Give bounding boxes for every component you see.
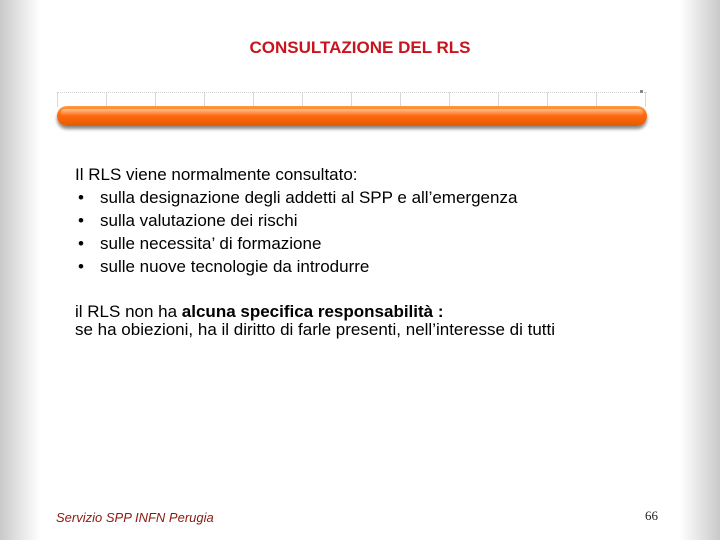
- ruler-ticks: [57, 92, 647, 107]
- bullet-item: • sulle necessita’ di formazione: [75, 232, 675, 255]
- slide-title: CONSULTAZIONE DEL RLS: [249, 38, 471, 57]
- responsibility-line-1: [75, 303, 675, 321]
- responsibility-line-2: se ha obiezioni, ha il diritto di farle presenti, nell’interesse di tutti: [75, 320, 556, 339]
- ruler-mark: [640, 90, 643, 93]
- bullet-item: • sulla valutazione dei rischi: [75, 209, 675, 232]
- bullet-item: • sulla designazione degli addetti al SPP e all’emergenza: [75, 186, 675, 209]
- footer-text: Servizio SPP INFN Perugia: [56, 510, 214, 525]
- decorative-ruler: [57, 92, 647, 114]
- intro-line: Il RLS viene normalmente consultato:: [75, 165, 358, 184]
- slide: [40, 0, 680, 540]
- bullet-list: [75, 186, 675, 278]
- orange-accent-bar: [57, 106, 647, 126]
- bullet-item: • sulle nuove tecnologie da introdurre: [75, 255, 675, 278]
- accent-bar-highlight: [61, 109, 643, 116]
- responsibility-prefix: il RLS non ha: [75, 302, 182, 321]
- responsibility-bold: alcuna specifica responsabilità :: [181, 302, 444, 321]
- responsibility-paragraph: [75, 303, 675, 339]
- right-page-edge: [680, 0, 720, 540]
- left-page-edge: [0, 0, 40, 540]
- slide-body: [75, 163, 675, 339]
- page-number: 66: [645, 508, 658, 523]
